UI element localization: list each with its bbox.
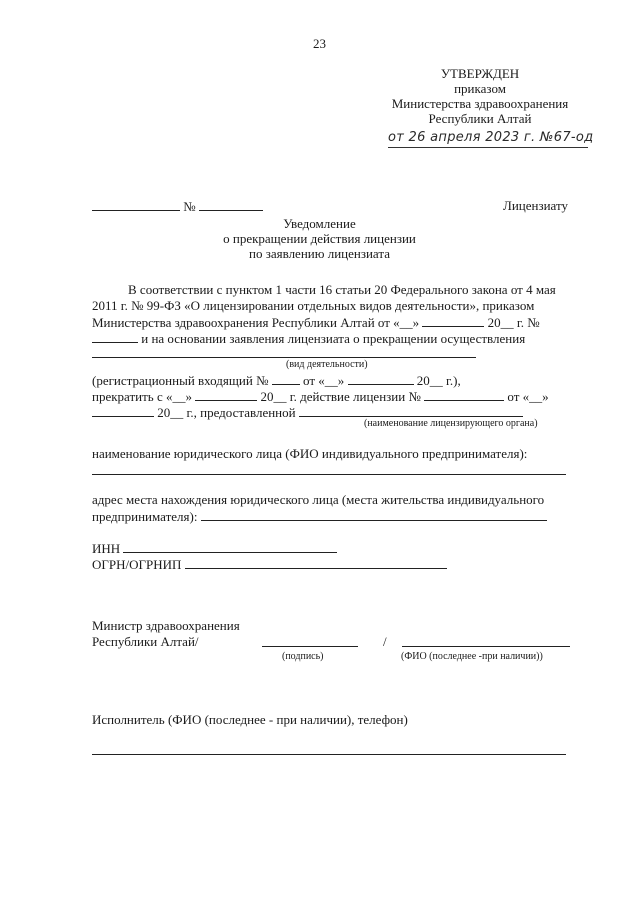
body-line-2: 2011 г. № 99-ФЗ «О лицензировании отдельных видов деятельности», приказом xyxy=(92,298,535,313)
legal-name-label: наименование юридического лица (ФИО индивидуального предпринимателя): xyxy=(92,446,528,461)
body-line-4-text: и на основании заявления лицензиата о прекращении осуществления xyxy=(141,331,526,346)
caption-signature: (подпись) xyxy=(282,651,324,662)
order-date-blank xyxy=(422,314,484,327)
legal-name-row xyxy=(92,462,566,478)
executor-row xyxy=(92,742,566,758)
body-line-7-part-a: прекратить с «__» xyxy=(92,389,192,404)
body-line-7-part-c: от «__» xyxy=(507,389,549,404)
signatory-name-row xyxy=(402,634,570,650)
approval-line-1: УТВЕРЖДЕН xyxy=(440,66,520,81)
number-blank xyxy=(199,198,263,211)
ogrn-row xyxy=(92,556,447,572)
body-line-7-part-b: 20__ г. действие лицензии № xyxy=(260,389,421,404)
order-number-blank xyxy=(92,330,138,343)
approval-line-4: Республики Алтай xyxy=(428,111,532,126)
caption-signatory-name: (ФИО (последнее -при наличии)) xyxy=(401,651,543,662)
reg-number-blank xyxy=(272,372,300,385)
authority-blank xyxy=(299,404,523,417)
executor-label: Исполнитель (ФИО (последнее - при наличии), телефон) xyxy=(92,712,408,727)
number-sign: № xyxy=(183,199,196,214)
caption-authority: (наименование лицензирующего органа) xyxy=(364,418,538,429)
title-line-1: Уведомление xyxy=(283,216,356,231)
inn-label: ИНН xyxy=(92,541,121,556)
approval-block xyxy=(380,66,580,126)
signatory-line-1: Министр здравоохранения xyxy=(92,618,240,633)
body-line-6-part-c: 20__ г.), xyxy=(416,373,461,388)
approval-handwritten-date: от 26 апреля 2023 г. №67-од xyxy=(388,130,588,148)
license-date-blank xyxy=(92,404,154,417)
title-line-2: о прекращении действия лицензии xyxy=(223,231,416,246)
approval-line-3: Министерства здравоохранения xyxy=(391,96,569,111)
signature-blank xyxy=(262,634,358,647)
ogrn-blank xyxy=(185,556,447,569)
body-line-7 xyxy=(92,388,549,404)
address-label-line-1: адрес места нахождения юридического лица (места жительства индивидуального xyxy=(92,492,545,507)
address-blank xyxy=(201,508,547,521)
body-line-1: В соответствии с пунктом 1 части 16 статьи 20 Федерального закона от 4 мая xyxy=(128,282,556,297)
signature-slash: / xyxy=(383,634,387,649)
address-row xyxy=(92,508,547,524)
signatory-line-2: Республики Алтай/ xyxy=(92,634,199,649)
inn-row xyxy=(92,540,337,556)
executor-blank xyxy=(92,742,566,755)
title-line-3: по заявлению лицензиата xyxy=(249,246,390,261)
date-blank xyxy=(92,198,180,211)
body-line-8-part-a: 20__ г., предоставленной xyxy=(157,405,296,420)
page-number: 23 xyxy=(313,36,326,51)
activity-type-row xyxy=(92,345,476,361)
body-line-6-part-b: от «__» xyxy=(302,373,345,388)
caption-activity: (вид деятельности) xyxy=(286,359,368,370)
document-title xyxy=(0,216,639,261)
signature-row xyxy=(262,634,358,650)
body-line-3 xyxy=(92,314,540,330)
body-line-3-part-b: 20__ г. № xyxy=(487,315,540,330)
legal-name-blank xyxy=(92,462,566,475)
body-line-6-part-a: (регистрационный входящий № xyxy=(92,373,269,388)
address-label-line-2: предпринимателя): xyxy=(92,509,198,524)
outgoing-number-row xyxy=(92,198,263,214)
body-line-6 xyxy=(92,372,461,388)
body-line-4 xyxy=(92,330,525,346)
reg-date-blank xyxy=(348,372,414,385)
addressee: Лицензиату xyxy=(503,198,568,213)
ogrn-label: ОГРН/ОГРНИП xyxy=(92,557,182,572)
inn-blank xyxy=(123,540,337,553)
license-number-blank xyxy=(424,388,504,401)
body-line-3-part-a: Министерства здравоохранения Республики Алтай от «__» xyxy=(92,315,420,330)
signatory-name-blank xyxy=(402,634,570,647)
termination-date-blank xyxy=(195,388,257,401)
activity-type-blank xyxy=(92,345,476,358)
approval-line-2: приказом xyxy=(454,81,506,96)
